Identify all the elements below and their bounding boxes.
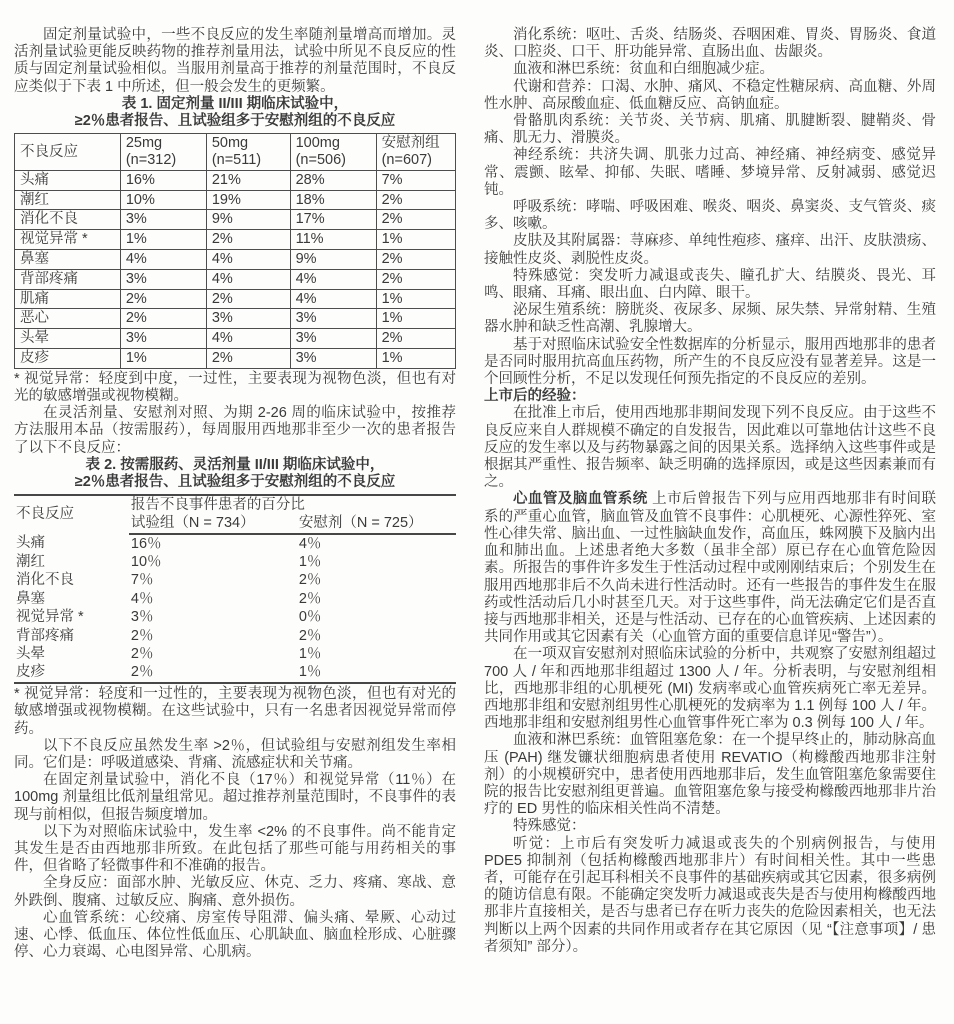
percent-cell: 3% <box>120 210 206 230</box>
special-senses-paragraph: 特殊感觉：突发听力减退或丧失、瞳孔扩大、结膜炎、畏光、耳鸣、眼痛、耳痛、眼出血、白内障、眼干。 <box>484 267 936 302</box>
percent-cell: 2％ <box>130 627 154 644</box>
table-row <box>14 590 456 608</box>
body-systems-paragraph: 全身反应：面部水肿、光敏反应、休克、乏力、疼痛、寒战、意外跌倒、腹痛、过敏反应、胸痛、意外损伤。 <box>14 875 456 909</box>
table2-footnote: * 视觉异常：轻度和一过性的，主要表现为视物色淡，但也有对光的敏感增强或视物模糊。在这些试验中，只有一名患者因视觉异常而停药。 <box>14 686 456 737</box>
percent-cell: 10% <box>120 190 206 210</box>
table2-header-trial-group: 试验组（N = 734） <box>129 515 297 534</box>
reaction-name: 皮疹 <box>16 664 45 681</box>
percent-cell: 1％ <box>298 553 322 570</box>
percent-cell: 4% <box>290 269 376 289</box>
table2-caption <box>14 457 456 491</box>
postmarket-heading: 上市后的经验： <box>484 388 586 405</box>
reaction-name: 背部疼痛 <box>15 269 121 289</box>
nervous-system-paragraph: 神经系统：共济失调、肌张力过高、神经痛、神经病变、感觉异常、震颤、眩晕、抑郁、失眠、嗜睡、梦境异常、反射减弱、感觉迟钝。 <box>484 147 936 198</box>
reaction-name: 潮红 <box>15 190 121 210</box>
percent-cell: 2％ <box>298 590 322 607</box>
percent-cell: 4％ <box>130 590 154 607</box>
table-row <box>14 664 456 683</box>
reaction-name: 恶心 <box>15 309 121 329</box>
percent-cell: 3% <box>120 329 206 349</box>
percent-cell: 3% <box>206 309 290 329</box>
reaction-name: 肌痛 <box>15 289 121 309</box>
table2-header-row1 <box>14 495 456 514</box>
percent-cell: 19% <box>206 190 290 210</box>
skin-paragraph: 皮肤及其附属器：荨麻疹、单纯性疱疹、瘙痒、出汗、皮肤溃疡、接触性皮炎、剥脱性皮炎。 <box>484 233 936 267</box>
reaction-name: 消化不良 <box>15 210 121 230</box>
table-row <box>14 627 456 645</box>
blood-lymph-paragraph: 血液和淋巴系统：贫血和白细胞减少症。 <box>513 61 774 78</box>
left-column <box>14 27 456 961</box>
table-row <box>15 269 456 289</box>
intro-paragraph: 固定剂量试验中，一些不良反应的发生率随剂量增高而增加。灵活剂量试验更能反映药物的推荐剂量用法，试验中所见不良反应的性质与固定剂量试验相似。当服用剂量高于推荐的剂量范围时，不良反应类似于下表 1 中所述，但一般会发生的更频繁。 <box>14 27 456 95</box>
table-row <box>14 609 456 627</box>
table1-header-50mg: 50mg (n=511) <box>206 134 290 171</box>
table2-header-adverse-reaction: 不良反应 <box>16 506 74 523</box>
percent-cell: 2% <box>376 329 455 349</box>
percent-cell: 1％ <box>298 664 322 681</box>
percent-cell: 9% <box>290 250 376 270</box>
percent-cell: 2％ <box>298 572 322 589</box>
table-row <box>15 348 456 368</box>
percent-cell: 28% <box>290 170 376 190</box>
percent-cell: 4% <box>120 250 206 270</box>
percent-cell: 2％ <box>130 645 154 662</box>
right-column <box>484 27 936 956</box>
reaction-name: 视觉异常 * <box>16 609 84 626</box>
flexible-dose-paragraph: 在灵活剂量、安慰剂对照、为期 2-26 周的临床试验中，按推荐方法服用本品（按需服药），每周服用西地那非至少一次的患者报告了以下不良反应： <box>14 405 456 456</box>
table-row <box>14 553 456 571</box>
percent-cell: 1% <box>376 230 455 250</box>
percent-cell: 2% <box>206 289 290 309</box>
percent-cell: 2% <box>376 210 455 230</box>
percent-cell: 3% <box>120 269 206 289</box>
percent-cell: 2% <box>376 190 455 210</box>
percent-cell: 7% <box>376 170 455 190</box>
percent-cell: 0％ <box>298 609 322 626</box>
percent-cell: 7％ <box>130 572 154 589</box>
reaction-name: 头痛 <box>15 170 121 190</box>
table1-footnote: * 视觉异常：轻度到中度，一过性，主要表现为视物色淡，但也有对光的敏感增强或视物模糊。 <box>14 370 456 404</box>
percent-cell: 2% <box>376 250 455 270</box>
reaction-name: 背部疼痛 <box>16 627 74 644</box>
reaction-name: 鼻塞 <box>16 590 45 607</box>
metabolism-paragraph: 代谢和营养：口渴、水肿、痛风、不稳定性糖尿病、高血糖、外周性水肿、高尿酸血症、低血糖反应、高钠血症。 <box>484 78 936 112</box>
fixed-dose-note-paragraph: 在固定剂量试验中，消化不良（17％）和视觉异常（11％）在 100mg 剂量组比低剂量组常见。超过推荐剂量范围时，不良事件的表现与前相似，但报告频度增加。 <box>14 772 456 823</box>
reaction-name: 视觉异常 * <box>15 230 121 250</box>
percent-cell: 11% <box>290 230 376 250</box>
percent-cell: 2％ <box>130 664 154 681</box>
table2-header-percent-title: 报告不良事件患者的百分比 <box>130 496 305 513</box>
reaction-name: 皮疹 <box>15 348 121 368</box>
cardio-cerebrovascular-body: 上市后曾报告下列与应用西地那非有时间联系的严重心血管，脑血管及血管不良事件：心肌梗死、心源性猝死、室性心律失常、脑出血、一过性脑缺血发作，高血压，蛛网膜下及脑内出血和肺出血。上述患者绝大多数（虽非全部）原已存在心血管危险因素。所报告的事件许多发生于性活动过程中或刚刚结束后；个别发生在服用西地那非后不久尚未进行性活动时。还有一些报告的事件发生在服药或性活动后几小时甚至几天。对于这些事件，尚无法确定它们是否直接与西地那非相关，还是与性活动、已存在的心血管疾病、上述因素的共同作用或其它因素有关（心血管方面的重要信息详见“警告”）。 <box>484 491 936 646</box>
percent-cell: 2% <box>120 309 206 329</box>
table-row <box>14 572 456 590</box>
percent-cell: 4% <box>206 329 290 349</box>
database-analysis-paragraph: 基于对照临床试验安全性数据库的分析显示，服用西地那非的患者是否同时服用抗高血压药物，所产生的不良反应没有显著差异。这是一个回顾性分析，不足以发现任何预先指定的不良反应的差别。 <box>484 336 936 388</box>
percent-cell: 16％ <box>130 535 162 552</box>
double-blind-analysis-paragraph: 在一项双盲安慰剂对照临床试验的分析中，共观察了安慰剂组超过 700 人 / 年和西地那非组超过 1300 人 / 年。分析表明，与安慰剂组相比，西地那非组的心肌梗死 (MI) 发病率或心血管疾病死亡率无差异。西地那非组和安慰剂组男性心肌梗死的发病率为 1.1 例每 100 人 / 年。西地那非组和安慰剂组男性心血管事件死亡率为 0.3 例每 100 人 / 年。 <box>484 646 936 732</box>
table1-header-100mg: 100mg (n=506) <box>290 134 376 171</box>
musculoskeletal-paragraph: 骨骼肌肉系统：关节炎、关节病、肌痛、肌腱断裂、腱鞘炎、骨痛、肌无力、滑膜炎。 <box>484 113 936 147</box>
percent-cell: 16% <box>120 170 206 190</box>
percent-cell: 1% <box>376 309 455 329</box>
percent-cell: 1％ <box>298 645 322 662</box>
percent-cell: 2% <box>376 269 455 289</box>
reaction-name: 鼻塞 <box>15 250 121 270</box>
table2-caption-line2: ≥2％患者报告、且试验组多于安慰剂组的不良反应 <box>74 474 396 490</box>
percent-cell: 2% <box>120 289 206 309</box>
hearing-paragraph: 听觉：上市后有突发听力减退或丧失的个别病例报告，与使用 PDE5 抑制剂（包括枸橼酸西地那非片）有时间相关性。其中一些患者，可能存在引起耳科相关不良事件的基础疾病或其它因素，很多病例的随访信息有限。不能确定突发听力减退或丧失是否与使用枸橼酸西地那非片直接相关，是否与患者已存在听力丧失的危险因素相关，也无法判断以上两个因素的共同作用或者存在其它原因（见 “【注意事项】/ 患者须知” 部分）。 <box>484 835 936 955</box>
percent-cell: 18% <box>290 190 376 210</box>
percent-cell: 3％ <box>130 609 154 626</box>
percent-cell: 1% <box>376 289 455 309</box>
table-row <box>15 289 456 309</box>
special-senses-heading: 特殊感觉： <box>513 818 586 835</box>
postmarket-paragraph: 在批准上市后，使用西地那非期间发现下列不良反应。由于这些不良反应来自人群规模不确定的自发报告，因此难以可靠地估计这些不良反应的发生率以及与药物暴露之间的因果关系。选择纳入这些事件或是根据其严重性、报告频率、缺乏明确的选择原因，或是这些因素兼而有之。 <box>484 405 936 491</box>
percent-cell: 2％ <box>298 627 322 644</box>
respiratory-paragraph: 呼吸系统：哮喘、呼吸困难、喉炎、咽炎、鼻窦炎、支气管炎、痰多、咳嗽。 <box>484 199 936 233</box>
percent-cell: 4% <box>290 289 376 309</box>
percent-cell: 2% <box>206 230 290 250</box>
percent-cell: 9% <box>206 210 290 230</box>
percent-cell: 4% <box>206 250 290 270</box>
reaction-name: 头痛 <box>16 535 45 552</box>
reaction-name: 潮红 <box>16 553 45 570</box>
table1-caption-line1: 表 1. 固定剂量 II/III 期临床试验中， <box>121 95 349 112</box>
digestive-paragraph: 消化系统：呕吐、舌炎、结肠炎、吞咽困难、胃炎、胃肠炎、食道炎、口腔炎、口干、肝功能异常、直肠出血、齿龈炎。 <box>484 27 936 61</box>
table-row <box>14 534 456 553</box>
table-row <box>15 230 456 250</box>
vaso-occlusive-paragraph: 血液和淋巴系统：血管阻塞危象：在一个提早终止的，肺动脉高血压 (PAH) 继发镰状细胞病患者使用 REVATIO（枸橼酸西地那非注射剂）的小规模研究中，患者使用西地那非后，发生血管阻塞危象需要住院的报告比安慰剂组更普遍。血管阻塞危象与接受枸橼酸西地那非片治疗的 ED 男性的临床相关性尚不清楚。 <box>484 732 936 818</box>
under-2-percent-paragraph: 以下为对照临床试验中，发生率 <2% 的不良事件。尚不能肯定其发生是否由西地那非所致。在此包括了那些可能与用药相关的事件，但省略了轻微事件和不准确的报告。 <box>14 823 456 875</box>
percent-cell: 10％ <box>130 553 162 570</box>
table1-header-row <box>15 134 456 171</box>
percent-cell: 3% <box>290 348 376 368</box>
percent-cell: 4% <box>206 269 290 289</box>
table2-caption-line1: 表 2. 按需服药、灵活剂量 II/III 期临床试验中， <box>85 456 385 473</box>
cardio-cerebrovascular-paragraph <box>484 491 936 646</box>
table-row <box>15 190 456 210</box>
table1-header-25mg: 25mg (n=312) <box>120 134 206 171</box>
percent-cell: 1% <box>120 348 206 368</box>
table-row <box>14 645 456 663</box>
table1-fixed-dose-adverse-reactions <box>14 133 456 369</box>
table-row <box>15 210 456 230</box>
table1-header-placebo: 安慰剂组 (n=607) <box>376 134 455 171</box>
table-row <box>15 170 456 190</box>
table-row <box>15 329 456 349</box>
table1-header-adverse-reaction: 不良反应 <box>15 134 121 171</box>
percent-cell: 3% <box>290 309 376 329</box>
percent-cell: 4％ <box>298 535 322 552</box>
table-row <box>15 250 456 270</box>
reaction-name: 消化不良 <box>16 572 74 589</box>
percent-cell: 1% <box>376 348 455 368</box>
table2-as-needed-adverse-reactions <box>14 494 456 684</box>
table2-header-placebo-group: 安慰剂（N = 725） <box>297 515 456 534</box>
percent-cell: 17% <box>290 210 376 230</box>
percent-cell: 21% <box>206 170 290 190</box>
same-rate-paragraph: 以下不良反应虽然发生率 >2％，但试验组与安慰剂组发生率相同。它们是：呼吸道感染、背痛、流感症状和关节痛。 <box>14 737 456 771</box>
table-row <box>15 309 456 329</box>
cardio-cerebrovascular-lead: 心血管及脑血管系统 <box>513 491 648 508</box>
percent-cell: 1% <box>120 230 206 250</box>
urogenital-paragraph: 泌尿生殖系统：膀胱炎、夜尿多、尿频、尿失禁、异常射精、生殖器水肿和缺乏性高潮、乳腺增大。 <box>484 302 936 336</box>
cardiovascular-paragraph: 心血管系统：心绞痛、房室传导阻滞、偏头痛、晕厥、心动过速、心悸、低血压、体位性低血压、心肌缺血、脑血栓形成、心脏骤停、心力衰竭、心电图异常、心肌病。 <box>14 909 456 961</box>
table1-caption-line2: ≥2％患者报告、且试验组多于安慰剂组的不良反应 <box>74 113 396 130</box>
reaction-name: 头晕 <box>16 645 45 662</box>
percent-cell: 2% <box>206 348 290 368</box>
percent-cell: 3% <box>290 329 376 349</box>
reaction-name: 头晕 <box>15 329 121 349</box>
table1-caption <box>14 96 456 130</box>
